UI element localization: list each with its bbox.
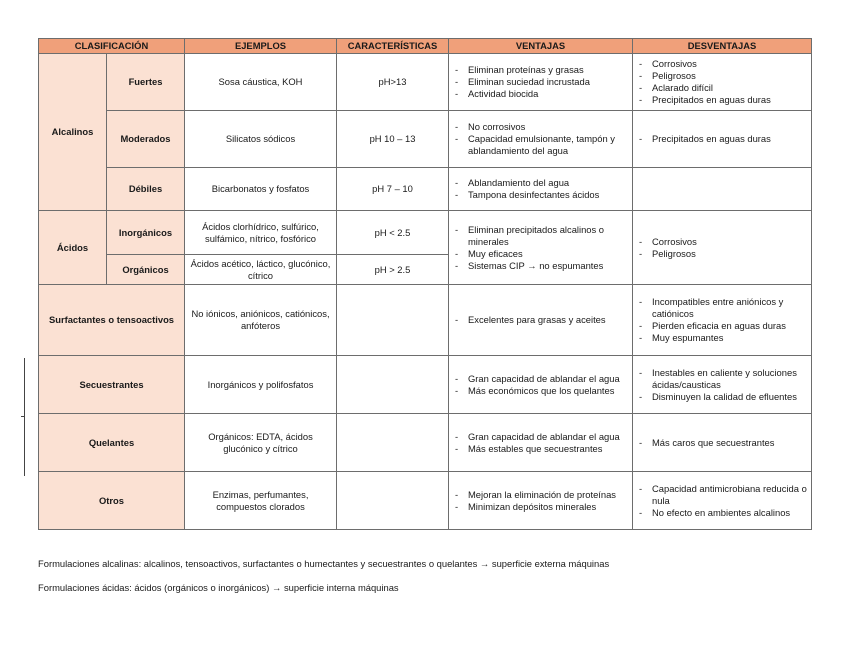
subcategory-inorganicos: Inorgánicos (107, 211, 185, 255)
category-acidos: Ácidos (39, 211, 107, 285)
ejemplos-cell: Inorgánicos y polifosfatos (185, 356, 337, 414)
ejemplos-cell: Ácidos acético, láctico, glucónico, cítrico (185, 255, 337, 285)
caracteristicas-cell (337, 285, 449, 356)
header-caracteristicas: CARACTERÍSTICAS (337, 39, 449, 54)
caracteristicas-cell: pH>13 (337, 54, 449, 111)
list-item: - Corrosivos (636, 58, 808, 70)
desventajas-cell (633, 111, 812, 168)
subcategory-debiles: Débiles (107, 168, 185, 211)
ventajas-cell (449, 168, 633, 211)
table-row (39, 54, 812, 111)
caracteristicas-cell (337, 472, 449, 530)
ejemplos-cell: Orgánicos: EDTA, ácidos glucónico y cítrico (185, 414, 337, 472)
table-row (39, 285, 812, 356)
list-item: - Tampona desinfectantes ácidos (452, 189, 629, 201)
subcategory-moderados: Moderados (107, 111, 185, 168)
header-clasificacion: CLASIFICACIÓN (39, 39, 185, 54)
list-item: - Incompatibles entre aniónicos y catiónicos (636, 296, 808, 320)
list-item: - Corrosivos (636, 236, 808, 248)
list-item: - No efecto en ambientes alcalinos (636, 507, 808, 519)
header-row (39, 39, 812, 54)
list-item: - Ablandamiento del agua (452, 177, 629, 189)
list-item: - Eliminan proteínas y grasas (452, 64, 629, 76)
list-item: - Más económicos que los quelantes (452, 385, 629, 397)
ejemplos-cell: Silicatos sódicos (185, 111, 337, 168)
ventajas-cell (449, 285, 633, 356)
list-item: - Muy eficaces (452, 248, 629, 260)
category-alcalinos: Alcalinos (39, 54, 107, 211)
desventajas-cell (633, 472, 812, 530)
table-row (39, 356, 812, 414)
list-item: - Sistemas CIP → no espumantes (452, 260, 629, 272)
ventajas-cell (449, 414, 633, 472)
header-desventajas: DESVENTAJAS (633, 39, 812, 54)
list-item: - Precipitados en aguas duras (636, 133, 808, 145)
ejemplos-cell: Ácidos clorhídrico, sulfúrico, sulfámico, nítrico, fosfórico (185, 211, 337, 255)
caracteristicas-cell: pH < 2.5 (337, 211, 449, 255)
category-quelantes: Quelantes (39, 414, 185, 472)
ventajas-cell (449, 54, 633, 111)
caracteristicas-cell: pH > 2.5 (337, 255, 449, 285)
caracteristicas-cell: pH 10 – 13 (337, 111, 449, 168)
list-item: - Actividad biocida (452, 88, 629, 100)
category-secuestrantes: Secuestrantes (39, 356, 185, 414)
ventajas-cell (449, 472, 633, 530)
table-row (39, 168, 812, 211)
list-item: - Inestables en caliente y soluciones ácidas/causticas (636, 367, 808, 391)
list-item: - Más caros que secuestrantes (636, 437, 808, 449)
list-item: - Precipitados en aguas duras (636, 94, 808, 106)
side-bracket (24, 358, 32, 476)
ejemplos-cell: Enzimas, perfumantes, compuestos clorados (185, 472, 337, 530)
ejemplos-cell: Sosa cáustica, KOH (185, 54, 337, 111)
list-item: - Peligrosos (636, 248, 808, 260)
list-item: - No corrosivos (452, 121, 629, 133)
list-item: - Minimizan depósitos minerales (452, 501, 629, 513)
ventajas-cell (449, 211, 633, 285)
ventajas-cell (449, 356, 633, 414)
list-item: - Pierden eficacia en aguas duras (636, 320, 808, 332)
table-row (39, 414, 812, 472)
table-row (39, 211, 812, 255)
note-alcalinas: Formulaciones alcalinas: alcalinos, tensoactivos, surfactantes o humectantes y secuestrantes o quelantes → superficie externa máquinas (38, 558, 610, 569)
list-item: - Gran capacidad de ablandar el agua (452, 373, 629, 385)
list-item: - Capacidad emulsionante, tampón y ablandamiento del agua (452, 133, 629, 157)
list-item: - Capacidad antimicrobiana reducida o nula (636, 483, 808, 507)
header-ejemplos: EJEMPLOS (185, 39, 337, 54)
table-row (39, 472, 812, 530)
list-item: - Disminuyen la calidad de efluentes (636, 391, 808, 403)
list-item: - Excelentes para grasas y aceites (452, 314, 629, 326)
list-item: - Peligrosos (636, 70, 808, 82)
note-acidas: Formulaciones ácidas: ácidos (orgánicos o inorgánicos) → superficie interna máquinas (38, 582, 399, 593)
ejemplos-cell: Bicarbonatos y fosfatos (185, 168, 337, 211)
list-item: - Eliminan precipitados alcalinos o minerales (452, 224, 629, 248)
category-otros: Otros (39, 472, 185, 530)
category-surfactantes: Surfactantes o tensoactivos (39, 285, 185, 356)
list-item: - Gran capacidad de ablandar el agua (452, 431, 629, 443)
list-item: - Más estables que secuestrantes (452, 443, 629, 455)
caracteristicas-cell (337, 414, 449, 472)
subcategory-organicos: Orgánicos (107, 255, 185, 285)
list-item: - Eliminan suciedad incrustada (452, 76, 629, 88)
list-item: - Aclarado difícil (636, 82, 808, 94)
desventajas-cell (633, 54, 812, 111)
ejemplos-cell: No iónicos, aniónicos, catiónicos, anfóteros (185, 285, 337, 356)
desventajas-cell (633, 211, 812, 285)
caracteristicas-cell (337, 356, 449, 414)
ventajas-cell (449, 111, 633, 168)
caracteristicas-cell: pH 7 – 10 (337, 168, 449, 211)
subcategory-fuertes: Fuertes (107, 54, 185, 111)
list-item: - Mejoran la eliminación de proteínas (452, 489, 629, 501)
desventajas-cell (633, 414, 812, 472)
table-row (39, 111, 812, 168)
classification-table (38, 38, 812, 530)
desventajas-cell (633, 285, 812, 356)
desventajas-cell (633, 168, 812, 211)
list-item: - Muy espumantes (636, 332, 808, 344)
header-ventajas: VENTAJAS (449, 39, 633, 54)
desventajas-cell (633, 356, 812, 414)
